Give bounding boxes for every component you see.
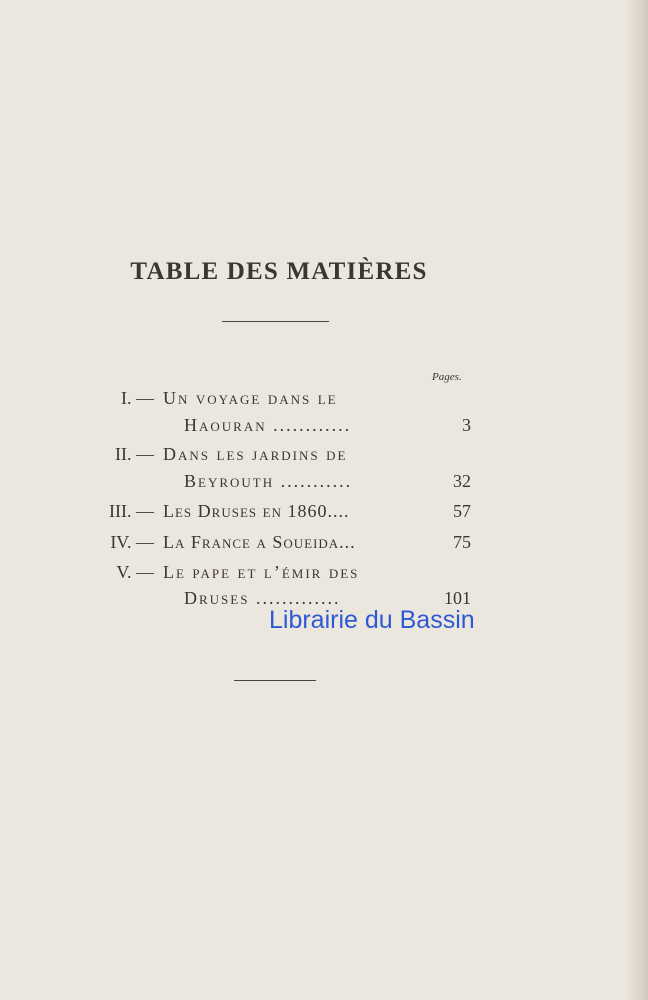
entry-page-number: 75 bbox=[453, 532, 471, 552]
entry-title: Dans les jardins de bbox=[163, 444, 348, 464]
entry-number: V. — bbox=[116, 562, 154, 582]
pages-column-header: Pages. bbox=[432, 371, 462, 383]
entry-page-number: 32 bbox=[453, 471, 471, 491]
entry-title: Les Druses en 1860.... bbox=[163, 501, 350, 521]
entry-title: La France a Soueida... bbox=[163, 532, 356, 552]
entry-page-number: 3 bbox=[462, 415, 471, 435]
entry-number: III. — bbox=[109, 501, 154, 521]
title-divider bbox=[222, 321, 329, 322]
entry-page-number: 57 bbox=[453, 501, 471, 521]
entry-title: Le pape et l’émir des bbox=[163, 562, 360, 582]
watermark-text: Librairie du Bassin bbox=[269, 606, 475, 634]
entry-number: IV. — bbox=[110, 532, 154, 552]
entry-title-continued: Druses ............. bbox=[184, 588, 341, 608]
entry-number: II. — bbox=[115, 444, 154, 464]
entry-title-continued: Beyrouth ........... bbox=[184, 471, 353, 491]
entry-title: Un voyage dans le bbox=[163, 388, 338, 408]
entry-title-continued: Haouran ............ bbox=[184, 415, 352, 435]
closing-divider bbox=[234, 680, 316, 681]
page-title: TABLE DES MATIÈRES bbox=[130, 258, 428, 285]
entry-number: I. — bbox=[121, 388, 154, 408]
page-edge bbox=[626, 0, 648, 1000]
entry-page-number: 101 bbox=[444, 588, 471, 608]
